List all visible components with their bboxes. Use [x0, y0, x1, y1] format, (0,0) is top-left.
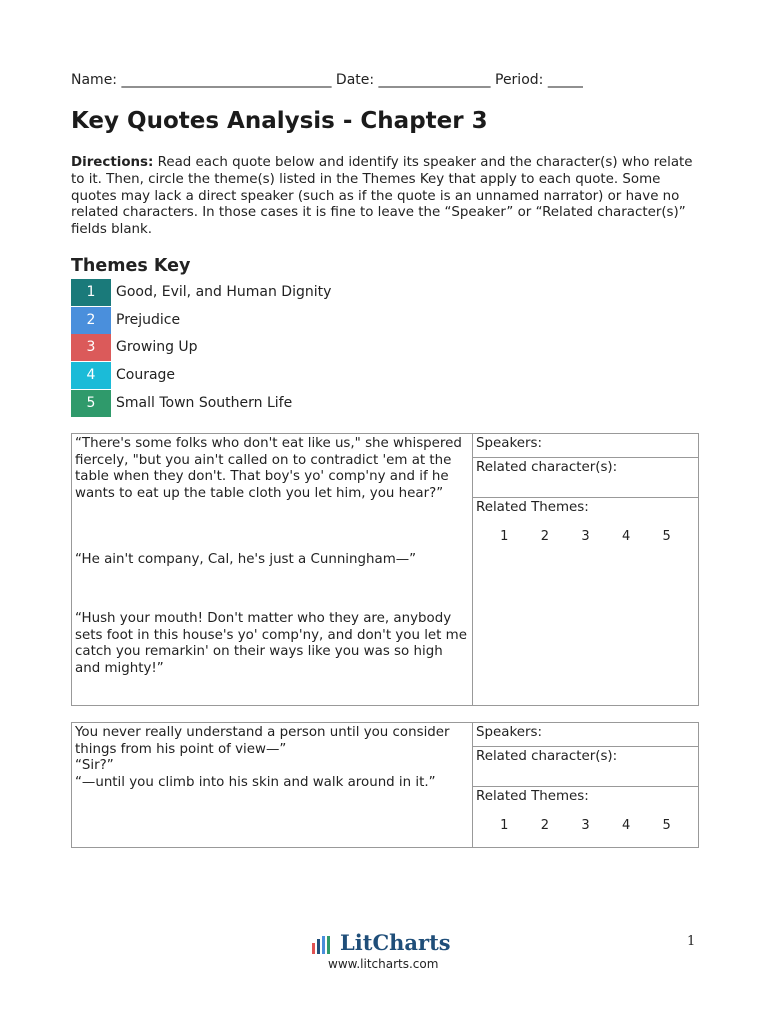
related-themes-field — [473, 787, 699, 848]
theme-key-item-5 — [71, 390, 471, 417]
logo-bars-icon — [312, 936, 334, 954]
theme-option-1[interactable]: 1 — [500, 817, 509, 833]
directions-text: Read each quote below and identify its speaker and the character(s) who relate to it. Then, circle the theme(s) listed in the Themes Key that apply to each quote. Some quotes may lack a direct speaker (such as if the quote is an unnamed narrator) or have no related characters. In those cases it is fine to leave the “Speaker” or “Related character(s)” fields blank. — [71, 155, 693, 238]
theme-key-item-4 — [71, 362, 471, 389]
speakers-label: Speakers: — [476, 436, 542, 451]
theme-option-2[interactable]: 2 — [540, 528, 550, 544]
theme-option-5[interactable]: 5 — [662, 817, 671, 833]
header-fields: Name: ______________________________ Date: ________________ Period: _____ — [71, 72, 583, 88]
theme-number-badge: 5 — [71, 390, 111, 417]
related-characters-field[interactable] — [473, 747, 699, 787]
theme-option-2[interactable]: 2 — [540, 817, 550, 833]
quote-text-cell — [72, 434, 473, 706]
speakers-field[interactable] — [473, 723, 699, 747]
related-themes-field — [473, 498, 699, 706]
theme-key-item-3 — [71, 334, 471, 361]
page-title: Key Quotes Analysis - Chapter 3 — [71, 108, 488, 134]
theme-label: Good, Evil, and Human Dignity — [116, 284, 332, 300]
theme-label: Courage — [116, 367, 176, 383]
theme-option-3[interactable]: 3 — [581, 528, 590, 544]
theme-number-options — [476, 806, 695, 835]
directions-label: Directions: — [71, 155, 154, 170]
theme-label: Growing Up — [116, 339, 198, 355]
related-themes-label: Related Themes: — [476, 789, 589, 804]
logo-url: www.litcharts.com — [328, 957, 439, 971]
quote-paragraph: “Sir?” — [75, 758, 114, 774]
theme-key-item-2 — [71, 307, 471, 334]
theme-option-3[interactable]: 3 — [581, 817, 590, 833]
theme-key-item-1 — [71, 279, 471, 306]
theme-number-badge: 4 — [71, 362, 111, 389]
theme-label: Prejudice — [116, 312, 181, 328]
related-characters-label: Related character(s): — [476, 460, 618, 475]
themes-key-title: Themes Key — [71, 256, 191, 276]
quote-paragraph: “Hush your mouth! Don't matter who they are, anybody sets foot in this house's yo' comp'ny, and don't you let me catch you remarkin' on their ways like you was so high and mighty!” — [75, 610, 467, 676]
page-number: 1 — [687, 934, 696, 949]
quote-paragraph: You never really understand a person until you consider things from his point of view—” — [75, 725, 450, 757]
theme-number-badge: 1 — [71, 279, 111, 306]
logo-wordmark: LitCharts — [340, 930, 451, 955]
related-characters-label: Related character(s): — [476, 749, 618, 764]
directions — [71, 155, 697, 239]
quote-table-2 — [71, 722, 699, 848]
speakers-field[interactable] — [473, 434, 699, 458]
theme-option-1[interactable]: 1 — [500, 528, 509, 544]
related-characters-field[interactable] — [473, 458, 699, 498]
quote-paragraph: “There's some folks who don't eat like us," she whispered fiercely, "but you ain't called on to contradict 'em at the table when they don't. That boy's yo' comp'ny and if he wants to eat up the table cloth you let him, you hear?” — [75, 436, 462, 501]
theme-option-4[interactable]: 4 — [621, 528, 631, 544]
theme-option-5[interactable]: 5 — [662, 528, 671, 544]
speakers-label: Speakers: — [476, 725, 542, 740]
related-themes-label: Related Themes: — [476, 500, 589, 515]
quote-paragraph: “He ain't company, Cal, he's just a Cunningham—” — [75, 552, 417, 568]
theme-option-4[interactable]: 4 — [621, 817, 631, 833]
theme-label: Small Town Southern Life — [116, 395, 293, 411]
quote-table-1 — [71, 433, 699, 706]
theme-number-badge: 3 — [71, 334, 111, 361]
quote-paragraph: “—until you climb into his skin and walk around in it.” — [75, 774, 436, 790]
quote-text-cell — [72, 723, 473, 848]
theme-number-badge: 2 — [71, 307, 111, 334]
theme-number-options — [476, 517, 695, 546]
